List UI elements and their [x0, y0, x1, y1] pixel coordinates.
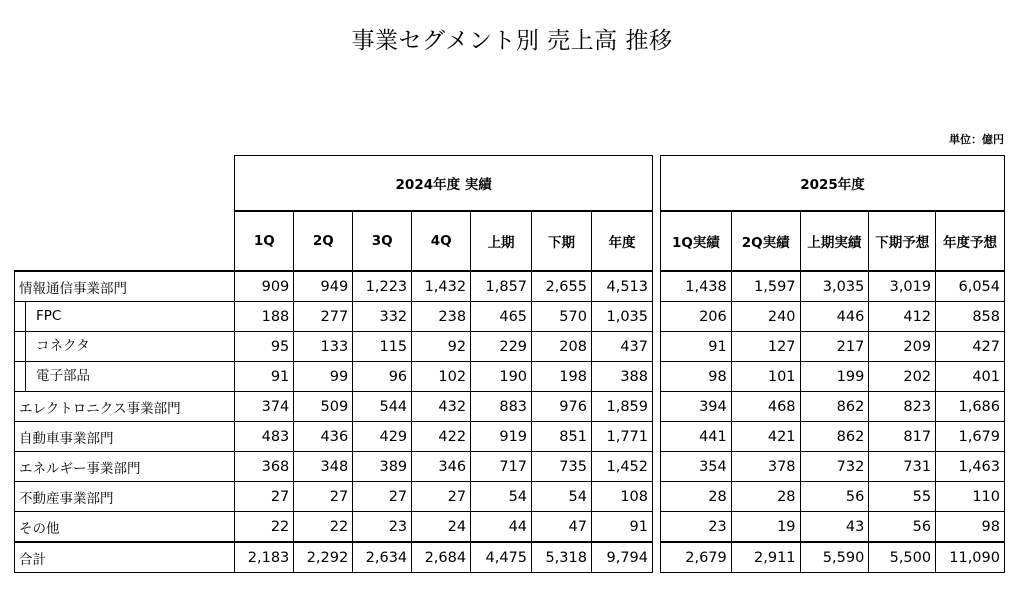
value-cell: 436 — [294, 422, 353, 452]
row-label-text: FPC — [25, 302, 234, 331]
value-cell: 19 — [731, 512, 800, 543]
value-cell: 441 — [661, 422, 732, 452]
table-row — [15, 302, 653, 332]
value-cell: 332 — [353, 302, 412, 332]
col-header: 1Q実績 — [661, 211, 732, 271]
value-cell: 1,686 — [936, 392, 1005, 422]
table-row — [661, 482, 1005, 512]
value-cell: 1,679 — [936, 422, 1005, 452]
value-cell: 422 — [412, 422, 471, 452]
value-cell: 27 — [235, 482, 294, 512]
value-cell: 817 — [869, 422, 936, 452]
value-cell: 348 — [294, 452, 353, 482]
value-cell: 732 — [800, 452, 869, 482]
col-header: 4Q — [412, 211, 471, 271]
value-cell: 1,223 — [353, 271, 412, 302]
value-cell: 54 — [471, 482, 532, 512]
value-cell: 421 — [731, 422, 800, 452]
value-cell: 378 — [731, 452, 800, 482]
value-cell: 209 — [869, 332, 936, 362]
row-label: エレクトロニクス事業部門 — [15, 392, 235, 422]
value-cell: 229 — [471, 332, 532, 362]
table-row — [661, 271, 1005, 302]
value-cell: 6,054 — [936, 271, 1005, 302]
value-cell: 2,183 — [235, 542, 294, 573]
value-cell: 3,019 — [869, 271, 936, 302]
value-cell: 2,679 — [661, 542, 732, 573]
value-cell: 98 — [661, 362, 732, 392]
value-cell: 9,794 — [591, 542, 652, 573]
table-row — [661, 422, 1005, 452]
col-header: 1Q — [235, 211, 294, 271]
table-row — [15, 362, 653, 392]
value-cell: 429 — [353, 422, 412, 452]
value-cell: 544 — [353, 392, 412, 422]
value-cell: 11,090 — [936, 542, 1005, 573]
value-cell: 919 — [471, 422, 532, 452]
value-cell: 238 — [412, 302, 471, 332]
col-header: 3Q — [353, 211, 412, 271]
row-label-text: 電子部品 — [25, 362, 234, 391]
value-cell: 2,655 — [532, 271, 592, 302]
col-header: 上期 — [471, 211, 532, 271]
value-cell: 401 — [936, 362, 1005, 392]
value-cell: 1,771 — [591, 422, 652, 452]
value-cell: 44 — [471, 512, 532, 543]
value-cell: 240 — [731, 302, 800, 332]
col-header: 2Q — [294, 211, 353, 271]
value-cell: 96 — [353, 362, 412, 392]
value-cell: 91 — [661, 332, 732, 362]
value-cell: 1,432 — [412, 271, 471, 302]
value-cell: 2,292 — [294, 542, 353, 573]
value-cell: 731 — [869, 452, 936, 482]
value-cell: 24 — [412, 512, 471, 543]
value-cell: 374 — [235, 392, 294, 422]
value-cell: 483 — [235, 422, 294, 452]
value-cell: 3,035 — [800, 271, 869, 302]
row-label — [15, 302, 235, 332]
value-cell: 976 — [532, 392, 592, 422]
group-header-2025: 2025年度 — [661, 156, 1005, 212]
value-cell: 2,684 — [412, 542, 471, 573]
value-cell: 388 — [591, 362, 652, 392]
table-row — [15, 332, 653, 362]
value-cell: 277 — [294, 302, 353, 332]
col-header: 上期実績 — [800, 211, 869, 271]
value-cell: 858 — [936, 302, 1005, 332]
value-cell: 368 — [235, 452, 294, 482]
row-label — [15, 332, 235, 362]
value-cell: 190 — [471, 362, 532, 392]
value-cell: 54 — [532, 482, 592, 512]
value-cell: 208 — [532, 332, 592, 362]
value-cell: 101 — [731, 362, 800, 392]
value-cell: 354 — [661, 452, 732, 482]
value-cell: 465 — [471, 302, 532, 332]
value-cell: 1,597 — [731, 271, 800, 302]
value-cell: 43 — [800, 512, 869, 543]
value-cell: 110 — [936, 482, 1005, 512]
value-cell: 909 — [235, 271, 294, 302]
value-cell: 412 — [869, 302, 936, 332]
table-row — [661, 452, 1005, 482]
value-cell: 91 — [591, 512, 652, 543]
value-cell: 735 — [532, 452, 592, 482]
table-row — [15, 452, 653, 482]
value-cell: 115 — [353, 332, 412, 362]
value-cell: 56 — [869, 512, 936, 543]
unit-label: 単位：億円 — [949, 133, 1004, 146]
value-cell: 95 — [235, 332, 294, 362]
row-label: 不動産事業部門 — [15, 482, 235, 512]
value-cell: 56 — [800, 482, 869, 512]
value-cell: 198 — [532, 362, 592, 392]
value-cell: 4,513 — [591, 271, 652, 302]
value-cell: 717 — [471, 452, 532, 482]
value-cell: 2,911 — [731, 542, 800, 573]
row-label: 自動車事業部門 — [15, 422, 235, 452]
value-cell: 5,318 — [532, 542, 592, 573]
value-cell: 28 — [731, 482, 800, 512]
value-cell: 5,590 — [800, 542, 869, 573]
value-cell: 394 — [661, 392, 732, 422]
value-cell: 23 — [661, 512, 732, 543]
value-cell: 188 — [235, 302, 294, 332]
value-cell: 346 — [412, 452, 471, 482]
table-row — [15, 512, 653, 543]
value-cell: 432 — [412, 392, 471, 422]
value-cell: 389 — [353, 452, 412, 482]
col-header: 年度 — [591, 211, 652, 271]
value-cell: 133 — [294, 332, 353, 362]
row-label: 合計 — [15, 542, 235, 573]
value-cell: 570 — [532, 302, 592, 332]
value-cell: 5,500 — [869, 542, 936, 573]
value-cell: 427 — [936, 332, 1005, 362]
value-cell: 217 — [800, 332, 869, 362]
table-row — [15, 271, 653, 302]
table-row — [15, 392, 653, 422]
table-row — [15, 422, 653, 452]
value-cell: 862 — [800, 422, 869, 452]
value-cell: 862 — [800, 392, 869, 422]
table-row — [661, 512, 1005, 543]
table-row — [661, 302, 1005, 332]
value-cell: 509 — [294, 392, 353, 422]
col-header: 年度予想 — [936, 211, 1005, 271]
value-cell: 23 — [353, 512, 412, 543]
value-cell: 206 — [661, 302, 732, 332]
value-cell: 446 — [800, 302, 869, 332]
value-cell: 27 — [412, 482, 471, 512]
value-cell: 108 — [591, 482, 652, 512]
value-cell: 22 — [235, 512, 294, 543]
value-cell: 1,857 — [471, 271, 532, 302]
table-row — [661, 332, 1005, 362]
value-cell: 27 — [353, 482, 412, 512]
value-cell: 823 — [869, 392, 936, 422]
value-cell: 92 — [412, 332, 471, 362]
value-cell: 437 — [591, 332, 652, 362]
value-cell: 851 — [532, 422, 592, 452]
col-header: 下期予想 — [869, 211, 936, 271]
value-cell: 1,452 — [591, 452, 652, 482]
row-label: 情報通信事業部門 — [15, 271, 235, 302]
value-cell: 98 — [936, 512, 1005, 543]
value-cell: 102 — [412, 362, 471, 392]
value-cell: 4,475 — [471, 542, 532, 573]
value-cell: 1,463 — [936, 452, 1005, 482]
value-cell: 55 — [869, 482, 936, 512]
value-cell: 28 — [661, 482, 732, 512]
row-label: その他 — [15, 512, 235, 543]
group-header-2024: 2024年度 実績 — [235, 156, 653, 212]
page-title: 事業セグメント別 売上高 推移 — [351, 28, 673, 54]
table-row — [661, 392, 1005, 422]
table-2024 — [14, 155, 653, 573]
value-cell: 1,859 — [591, 392, 652, 422]
value-cell: 883 — [471, 392, 532, 422]
value-cell: 47 — [532, 512, 592, 543]
row-label: エネルギー事業部門 — [15, 452, 235, 482]
table-2025 — [660, 155, 1005, 573]
value-cell: 468 — [731, 392, 800, 422]
col-header: 下期 — [532, 211, 592, 271]
value-cell: 2,634 — [353, 542, 412, 573]
value-cell: 91 — [235, 362, 294, 392]
table-row — [661, 362, 1005, 392]
value-cell: 199 — [800, 362, 869, 392]
value-cell: 99 — [294, 362, 353, 392]
row-label-text: コネクタ — [25, 332, 234, 361]
value-cell: 127 — [731, 332, 800, 362]
value-cell: 27 — [294, 482, 353, 512]
value-cell: 1,438 — [661, 271, 732, 302]
row-label — [15, 362, 235, 392]
table-row — [15, 482, 653, 512]
col-header: 2Q実績 — [731, 211, 800, 271]
value-cell: 202 — [869, 362, 936, 392]
value-cell: 949 — [294, 271, 353, 302]
value-cell: 22 — [294, 512, 353, 543]
table-row — [661, 542, 1005, 573]
value-cell: 1,035 — [591, 302, 652, 332]
table-row — [15, 542, 653, 573]
